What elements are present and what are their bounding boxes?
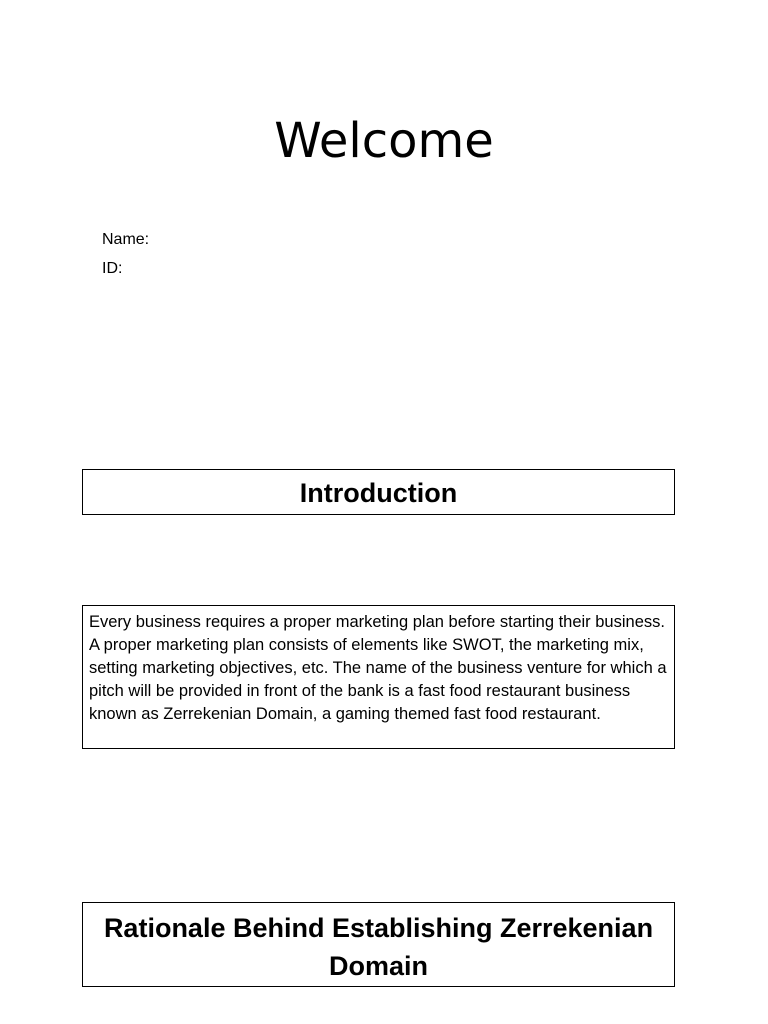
rationale-heading-box (82, 902, 675, 987)
introduction-heading: Introduction (299, 478, 458, 508)
name-field-label: Name: (102, 231, 150, 248)
introduction-paragraph: Every business requires a proper marketing plan before starting their business. A proper marketing plan consists of elements like SWOT, the marketing mix, setting marketing objectives, etc. The name of the business venture for which a pitch will be provided in front of the bank is a fast food restaurant business known as Zerrekenian Domain, a gaming themed fast food restaurant. (89, 613, 667, 723)
rationale-heading: Rationale Behind Establishing Zerrekenian Domain (103, 913, 654, 981)
introduction-body-box (82, 605, 675, 749)
page-title: Welcome (274, 113, 494, 169)
introduction-heading-box (82, 469, 675, 515)
id-field-label: ID: (102, 260, 123, 277)
